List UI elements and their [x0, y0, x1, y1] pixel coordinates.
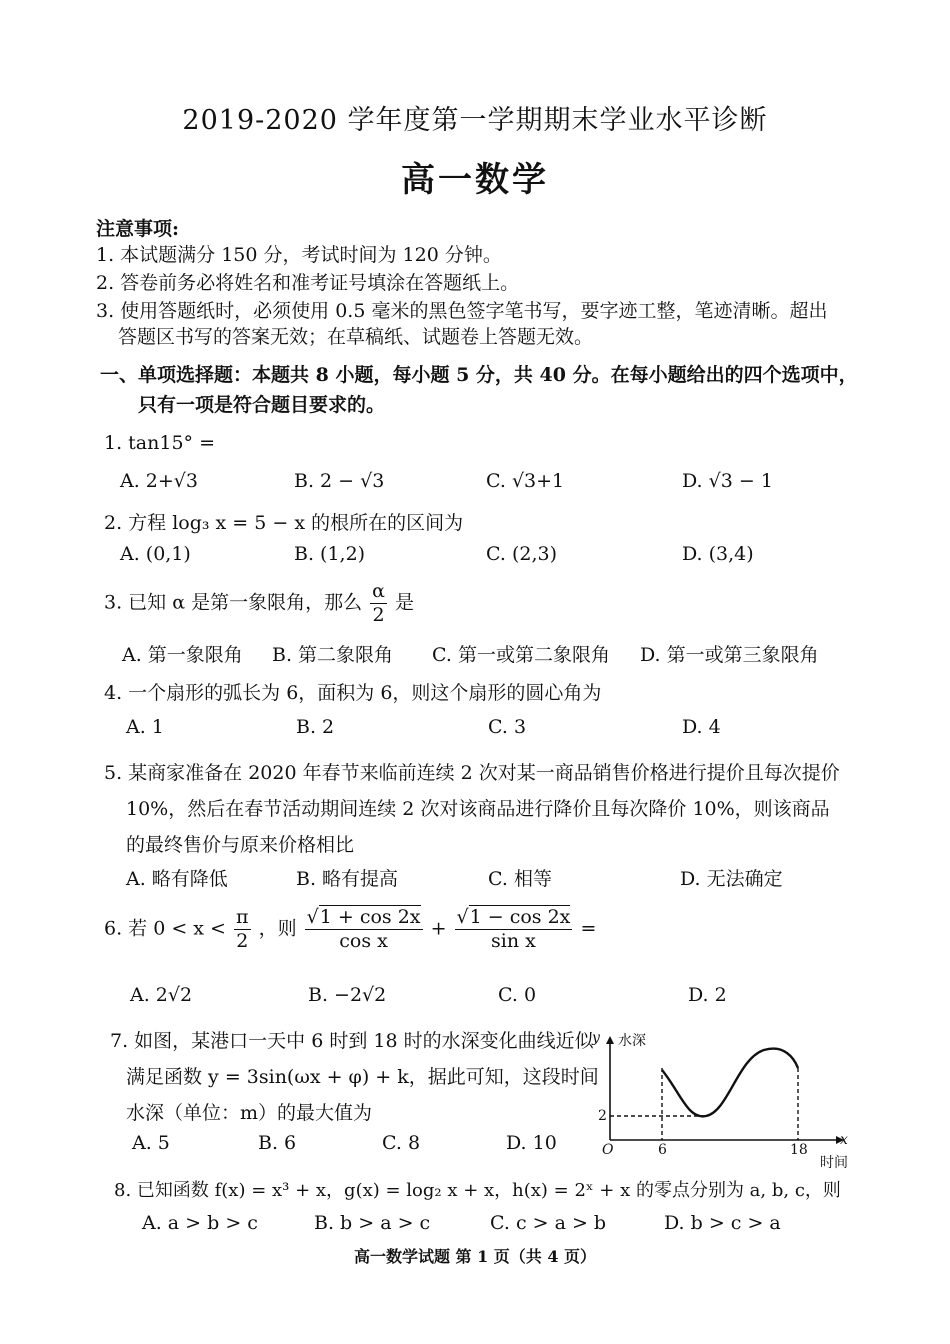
- question-3-stem: [104, 580, 414, 627]
- note-item-3-cont: 答题区书写的答案无效；在草稿纸、试题卷上答题无效。: [118, 326, 594, 348]
- graph-origin: O: [602, 1142, 614, 1158]
- page-footer: 高一数学试题 第 1 页（共 4 页）: [353, 1247, 597, 1266]
- question-3-option-a: A. 第一象限角: [122, 644, 243, 666]
- question-5-line-2: 10%，然后在春节活动期间连续 2 次对该商品进行降价且每次降价 10%，则该商品: [126, 798, 830, 820]
- question-5-option-d: D. 无法确定: [680, 868, 783, 890]
- question-4-option-a: A. 1: [126, 716, 164, 738]
- question-6-f2-num: 1 − cos 2x: [469, 906, 571, 928]
- note-item-1: 1. 本试题满分 150 分，考试时间为 120 分钟。: [96, 244, 502, 266]
- y-axis-arrow: [606, 1036, 614, 1044]
- question-1-option-c: C. √3+1: [486, 470, 565, 492]
- graph-x-name: 时间: [820, 1155, 848, 1171]
- question-8-option-a: A. a > b > c: [142, 1212, 258, 1234]
- section-heading-cont: 只有一项是符合题目要求的。: [138, 394, 386, 416]
- question-8-option-b: B. b > a > c: [314, 1212, 431, 1234]
- question-7-line-2: 满足函数 y = 3sin(ωx + φ) + k，据此可知，这段时间: [126, 1066, 599, 1088]
- question-6-pi-den: 2: [236, 929, 249, 952]
- question-2-option-d: D. (3,4): [682, 543, 754, 565]
- question-8-option-c: C. c > a > b: [490, 1212, 607, 1234]
- notes-heading: 注意事项:: [96, 218, 180, 240]
- question-1-option-b: B. 2 − √3: [294, 470, 385, 492]
- graph-y-label: y: [592, 1030, 600, 1046]
- question-2-option-a: A. (0,1): [120, 543, 191, 565]
- question-6-pi-fraction: [234, 906, 251, 953]
- question-6-f2-num-wrap: √1 − cos 2x: [456, 906, 571, 928]
- question-2-stem: 2. 方程 log₃ x = 5 − x 的根所在的区间为: [104, 512, 464, 534]
- question-3-option-d: D. 第一或第三象限角: [640, 644, 819, 666]
- question-8-option-d: D. b > c > a: [664, 1212, 781, 1234]
- exam-subject: 高一数学: [401, 160, 549, 200]
- graph-tick-x-18: 18: [790, 1142, 808, 1158]
- question-2-option-c: C. (2,3): [486, 543, 557, 565]
- question-6-fraction-1: [305, 906, 423, 953]
- question-3-option-c: C. 第一或第二象限角: [432, 644, 610, 666]
- question-7-option-b: B. 6: [258, 1132, 297, 1154]
- question-6-fraction-2: [455, 906, 573, 953]
- section-heading: 一、单项选择题：本题共 8 小题，每小题 5 分，共 40 分。在每小题给出的四个选项中，: [100, 364, 858, 386]
- question-3-stem-post: 是: [395, 591, 415, 614]
- question-4-option-c: C. 3: [488, 716, 527, 738]
- note-item-2: 2. 答卷前务必将姓名和准考证号填涂在答题纸上。: [96, 272, 520, 294]
- question-6-mid: ，则: [258, 917, 297, 940]
- question-6-option-a: A. 2√2: [130, 984, 193, 1006]
- question-6-stem-pre: 6. 若 0 < x <: [104, 917, 226, 940]
- question-6-stem: [104, 906, 596, 953]
- question-8-stem: 8. 已知函数 f(x) = x³ + x，g(x) = log₂ x + x，h(x) = 2ˣ + x 的零点分别为 a, b, c，则: [114, 1180, 841, 1201]
- question-5-line-3: 的最终售价与原来价格相比: [126, 834, 355, 856]
- question-6-plus: +: [430, 917, 447, 940]
- question-6-option-c: C. 0: [498, 984, 537, 1006]
- water-depth-graph: [588, 1028, 858, 1172]
- question-3-option-b: B. 第二象限角: [272, 644, 394, 666]
- graph-tick-x-6: 6: [658, 1142, 667, 1158]
- question-4-stem: 4. 一个扇形的弧长为 6，面积为 6，则这个扇形的圆心角为: [104, 682, 602, 704]
- question-6-equals: =: [580, 917, 597, 940]
- question-6-option-b: B. −2√2: [308, 984, 387, 1006]
- question-5-line-1: 5. 某商家准备在 2020 年春节来临前连续 2 次对某一商品销售价格进行提价且每次提价: [104, 762, 840, 784]
- question-5-option-b: B. 略有提高: [296, 868, 399, 890]
- question-4-option-b: B. 2: [296, 716, 335, 738]
- question-6-f1-num-wrap: √1 + cos 2x: [306, 906, 421, 928]
- question-6-pi-num: π: [236, 906, 249, 928]
- question-6-option-d: D. 2: [688, 984, 727, 1006]
- question-3-stem-pre: 3. 已知 α 是第一象限角，那么: [104, 591, 363, 614]
- question-7-option-d: D. 10: [506, 1132, 557, 1154]
- question-3-fraction: [370, 580, 387, 627]
- question-4-option-d: D. 4: [682, 716, 721, 738]
- question-1-stem: 1. tan15° =: [104, 432, 216, 454]
- water-depth-curve: [662, 1049, 798, 1117]
- graph-tick-y: 2: [598, 1108, 607, 1124]
- question-7-option-a: A. 5: [132, 1132, 170, 1154]
- question-5-option-c: C. 相等: [488, 868, 552, 890]
- question-2-option-b: B. (1,2): [294, 543, 366, 565]
- question-7-option-c: C. 8: [382, 1132, 421, 1154]
- exam-title: 2019-2020 学年度第一学期期末学业水平诊断: [182, 105, 768, 136]
- graph-x-label: x: [840, 1132, 848, 1148]
- graph-y-name: 水深: [618, 1033, 646, 1049]
- note-item-3: 3. 使用答题纸时，必须使用 0.5 毫米的黑色签字笔书写，要字迹工整，笔迹清晰。超出: [96, 300, 828, 322]
- question-6-f1-num: 1 + cos 2x: [319, 906, 421, 928]
- question-1-option-d: D. √3 − 1: [682, 470, 773, 492]
- question-7-line-3: 水深（单位：m）的最大值为: [126, 1102, 373, 1124]
- question-7-line-1: 7. 如图，某港口一天中 6 时到 18 时的水深变化曲线近似: [110, 1030, 594, 1052]
- question-1-option-a: A. 2+√3: [120, 470, 199, 492]
- question-3-frac-num: α: [372, 580, 385, 602]
- question-6-f2-den: sin x: [491, 929, 536, 952]
- question-6-f1-den: cos x: [339, 929, 388, 952]
- question-5-option-a: A. 略有降低: [126, 868, 228, 890]
- question-3-frac-den: 2: [372, 603, 385, 626]
